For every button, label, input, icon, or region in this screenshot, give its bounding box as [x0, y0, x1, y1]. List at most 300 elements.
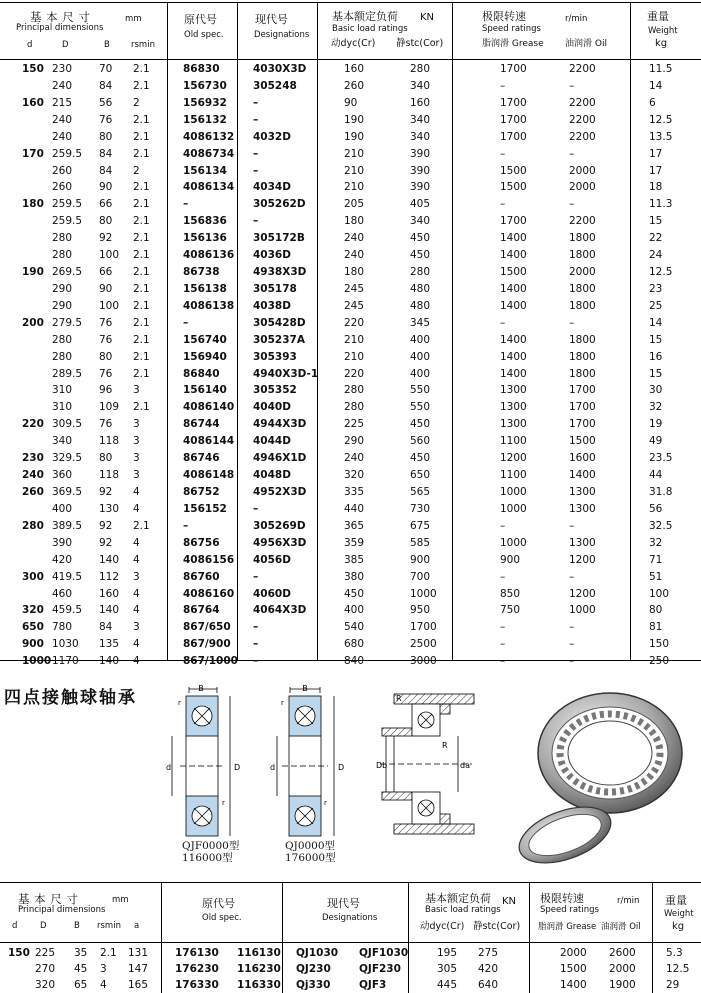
dim-B-label: B [198, 684, 204, 693]
cell-d: 900 [22, 638, 44, 651]
cell-new: 4048D [253, 469, 291, 482]
table-row [0, 332, 701, 349]
cell-old: 156940 [183, 350, 227, 363]
dim-r-label: r [222, 799, 225, 807]
cell-new: – [253, 215, 259, 228]
cell-B: 80 [99, 130, 113, 143]
cell-r: 2.1 [133, 519, 150, 532]
cell-r: 3 [100, 962, 107, 975]
cell-old2: 116330 [237, 978, 281, 991]
cell-D: 240 [52, 113, 73, 126]
table-row [0, 163, 701, 180]
cell-r: 2.1 [133, 299, 150, 312]
cell-B: 92 [99, 536, 113, 549]
cell-B: 135 [99, 638, 120, 651]
cell-w: 13.5 [649, 130, 673, 143]
cell-cr: 840 [344, 655, 365, 668]
cell-new: 4944X3D [253, 418, 307, 431]
cell-cr: 240 [344, 249, 365, 262]
cell-D: 225 [35, 947, 56, 959]
cell-old: 86746 [183, 452, 220, 465]
cell-r: 2.1 [133, 147, 150, 160]
dim-r-label: r [281, 699, 284, 707]
table-row [0, 382, 701, 399]
cell-g: 2000 [560, 947, 587, 959]
qjf-bearing-diagram [160, 683, 260, 863]
qj-bearing-diagram [268, 683, 368, 863]
cell-cor: 1700 [410, 621, 437, 634]
cell-w: 15 [649, 367, 663, 380]
cell-w: 81 [649, 621, 663, 634]
cell-w: 44 [649, 469, 663, 482]
cell-cor: 275 [478, 947, 499, 959]
cell-cr: 210 [344, 350, 365, 363]
dim-r-label: r [178, 699, 181, 707]
cell-old: 86760 [183, 570, 220, 583]
table-row [0, 450, 701, 467]
cell-w: 30 [649, 384, 663, 397]
cell-o: 1300 [569, 486, 596, 498]
cell-r: 2.1 [133, 282, 150, 295]
cell-o: 1700 [569, 401, 596, 414]
dims-en: Principal dimensions [18, 905, 106, 915]
cell-old: 86752 [183, 486, 220, 498]
cell-o: 1700 [569, 384, 596, 397]
designations-cn: 现代号 [255, 13, 288, 26]
cell-o: – [569, 79, 575, 92]
table-row [0, 484, 701, 501]
cell-old: 4086134 [183, 181, 235, 194]
table-row [0, 349, 701, 366]
cell-old: 156140 [183, 384, 227, 397]
load-unit: KN [420, 12, 435, 23]
cell-new2: QJF3 [359, 978, 387, 991]
cell-cr: 680 [344, 638, 365, 651]
cell-r: 3 [133, 435, 140, 448]
load-cor-header: 静stc(Cor) [396, 38, 444, 49]
cell-o: – [569, 519, 575, 532]
cell-D: 309.5 [52, 418, 83, 431]
cell-cor: 280 [410, 266, 431, 279]
table-row [0, 535, 701, 552]
cell-o: 2000 [569, 164, 596, 177]
cell-g: – [500, 316, 506, 329]
cell-old: 156136 [183, 232, 227, 245]
cell-D: 215 [52, 96, 73, 109]
cell-new: 4956X3D [253, 536, 307, 549]
cell-cr: 210 [344, 164, 365, 177]
cell-g: 1300 [500, 418, 527, 431]
cell-cor: 3000 [410, 655, 437, 668]
cell-r: 2.1 [133, 249, 150, 262]
cell-B: 65 [74, 978, 88, 991]
speed-oil-header: 油润滑 Oil [601, 922, 641, 932]
cell-g: – [500, 621, 506, 634]
speed-ratings-en: Speed ratings [540, 905, 599, 915]
cell-g: 1700 [500, 63, 527, 75]
cell-D: 1170 [52, 655, 79, 668]
cell-old1: 176130 [175, 947, 219, 959]
qj-caption-1: QJ0000型 [285, 840, 336, 852]
mounting-diagram [372, 690, 482, 840]
cell-r: 2.1 [100, 947, 117, 959]
cell-o: 1300 [569, 536, 596, 549]
cell-g: 1700 [500, 96, 527, 109]
speed-unit: r/min [617, 896, 640, 906]
cell-B: 100 [99, 299, 120, 312]
cell-cr: 260 [344, 79, 365, 92]
cell-new: – [253, 113, 259, 126]
cell-B: 76 [99, 418, 113, 431]
cell-g: 1400 [500, 232, 527, 245]
cell-D: 290 [52, 282, 73, 295]
cell-g: 900 [500, 553, 521, 566]
cell-new: 305178 [253, 282, 297, 295]
cell-D: 240 [52, 130, 73, 143]
cell-g: – [500, 570, 506, 583]
cell-B: 76 [99, 367, 113, 380]
cell-old: – [183, 198, 189, 211]
cell-r: 4 [100, 978, 107, 991]
cell-w: 150 [649, 638, 670, 651]
cell-old: 4086132 [183, 130, 235, 143]
table-row [0, 945, 701, 961]
col-rsmin-header: rsmin [97, 921, 121, 931]
cell-B: 66 [99, 198, 113, 211]
cell-D: 260 [52, 164, 73, 177]
cell-new1: QJ230 [296, 962, 331, 975]
cell-new2: QJF230 [359, 962, 401, 975]
cell-cor: 550 [410, 384, 431, 397]
cell-old: 867/650 [183, 621, 231, 634]
cell-w: 12.5 [649, 113, 673, 126]
dim-B-label: B [302, 684, 308, 693]
cell-o: 2200 [569, 113, 596, 126]
table-row [0, 315, 701, 332]
cell-g: – [500, 638, 506, 651]
cell-B: 92 [99, 519, 113, 532]
cell-r: 4 [133, 553, 140, 566]
cell-D: 389.5 [52, 519, 83, 532]
cell-g: 1000 [500, 486, 527, 498]
cell-o: 1300 [569, 502, 596, 515]
cell-r: 2.1 [133, 181, 150, 194]
load-unit: KN [502, 896, 517, 907]
col-D-header: D [62, 40, 69, 50]
cell-B: 66 [99, 266, 113, 279]
cell-r: 3 [133, 469, 140, 482]
cell-o: 1900 [609, 978, 636, 991]
col-B-header: B [104, 40, 110, 50]
cell-g: 1500 [500, 266, 527, 279]
cell-B: 76 [99, 316, 113, 329]
cell-B: 76 [99, 113, 113, 126]
table-row [0, 653, 701, 670]
cell-cr: 245 [344, 299, 365, 312]
cell-new: – [253, 570, 259, 583]
cell-d: 230 [22, 452, 44, 465]
cell-B: 84 [99, 164, 113, 177]
cell-B: 112 [99, 570, 120, 583]
cell-D: 280 [52, 232, 73, 245]
cell-old: 867/1000 [183, 655, 238, 668]
cell-B: 118 [99, 435, 120, 448]
cell-cr: 210 [344, 333, 365, 346]
cell-new: 4030X3D [253, 63, 307, 75]
table-row [0, 569, 701, 586]
speed-unit: r/min [565, 14, 588, 24]
cell-o: – [569, 621, 575, 634]
cell-g: 1400 [500, 350, 527, 363]
cell-D: 310 [52, 401, 73, 414]
cell-w: 12.5 [666, 962, 690, 975]
cell-old: 156152 [183, 502, 227, 515]
cell-D: 329.5 [52, 452, 83, 465]
cell-D: 280 [52, 350, 73, 363]
cell-cr: 445 [437, 978, 458, 991]
weight-unit: kg [672, 921, 685, 932]
weight-cn: 重量 [665, 894, 687, 907]
cell-cr: 225 [344, 418, 365, 431]
cell-old1: 176330 [175, 978, 219, 991]
cell-cor: 450 [410, 232, 431, 245]
cell-B: 96 [99, 384, 113, 397]
table-row [0, 179, 701, 196]
cell-new2: QJF1030 [359, 947, 409, 959]
cell-new: 4952X3D [253, 486, 307, 498]
cell-new: 4034D [253, 181, 291, 194]
weight-en: Weight [648, 26, 678, 36]
cell-cor: 565 [410, 486, 431, 498]
table-row [0, 129, 701, 146]
cell-B: 84 [99, 147, 113, 160]
cell-g: 1300 [500, 401, 527, 414]
cell-B: 70 [99, 63, 113, 75]
cell-cr: 220 [344, 316, 365, 329]
col-d-header: d [12, 921, 18, 931]
cell-o: 2200 [569, 63, 596, 75]
cell-B: 80 [99, 452, 113, 465]
cell-g: 1400 [500, 249, 527, 262]
cell-cor: 900 [410, 553, 431, 566]
bearing-photo [510, 683, 690, 873]
cell-o: 2000 [569, 266, 596, 279]
cell-B: 80 [99, 350, 113, 363]
cell-D: 270 [35, 962, 56, 975]
cell-new: 305262D [253, 198, 306, 211]
cell-r: 4 [133, 502, 140, 515]
cell-cor: 340 [410, 130, 431, 143]
cell-g: – [500, 198, 506, 211]
table-top-rule [0, 2, 701, 3]
weight-cn: 重量 [647, 10, 669, 23]
cell-old: 86756 [183, 536, 220, 549]
cell-cr: 365 [344, 519, 365, 532]
cell-D: 259.5 [52, 147, 83, 160]
cell-cor: 450 [410, 418, 431, 431]
cell-old1: 176230 [175, 962, 219, 975]
table-row [0, 619, 701, 636]
cell-g: 1000 [500, 536, 527, 549]
cell-d: 320 [22, 604, 44, 617]
table-row [0, 552, 701, 569]
cell-new: 4038D [253, 299, 291, 312]
dims-unit: mm [112, 895, 129, 905]
cell-D: 360 [52, 469, 73, 482]
table-row [0, 636, 701, 653]
dims-title: 基 本 尺 寸 [30, 10, 91, 24]
cell-new: – [253, 638, 259, 651]
cell-g: 1300 [500, 384, 527, 397]
cell-r: 2 [133, 96, 140, 109]
table-row [0, 977, 701, 993]
col-a-header: a [134, 921, 140, 931]
table-row [0, 416, 701, 433]
table-row [0, 518, 701, 535]
cell-d: 170 [22, 147, 44, 160]
cell-w: 12.5 [649, 266, 673, 279]
cell-D: 280 [52, 249, 73, 262]
cell-B: 80 [99, 215, 113, 228]
cell-cr: 210 [344, 181, 365, 194]
cell-d: 300 [22, 570, 44, 583]
cell-w: 24 [649, 249, 663, 262]
cell-r: 2.1 [133, 367, 150, 380]
cell-B: 109 [99, 401, 120, 414]
cell-cr: 240 [344, 452, 365, 465]
table-row [0, 146, 701, 163]
cell-o: 1600 [569, 452, 596, 465]
old-spec-cn: 原代号 [202, 897, 235, 910]
cell-cor: 675 [410, 519, 431, 532]
cell-cor: 340 [410, 113, 431, 126]
cell-r: 4 [133, 655, 140, 668]
cell-old: – [183, 519, 189, 532]
cell-d: 160 [22, 96, 44, 109]
cell-w: 49 [649, 435, 663, 448]
cell-old: 156138 [183, 282, 227, 295]
cell-cr: 160 [344, 63, 365, 75]
cell-cr: 240 [344, 232, 365, 245]
cell-o: – [569, 638, 575, 651]
cell-g: 1500 [500, 164, 527, 177]
cell-w: 71 [649, 553, 663, 566]
cell-old: 86764 [183, 604, 220, 617]
cell-B: 130 [99, 502, 120, 515]
dim-da-label: da [460, 761, 470, 770]
header-bottom-rule [0, 59, 701, 60]
load-cr-header: 动dyc(Cr) [420, 921, 465, 932]
cell-cor: 345 [410, 316, 431, 329]
cell-o: 1200 [569, 553, 596, 566]
cell-g: 1500 [560, 962, 587, 975]
cell-r: 4 [133, 587, 140, 600]
cell-r: 2.1 [133, 350, 150, 363]
cell-o: 2600 [609, 947, 636, 959]
cell-cor: 280 [410, 63, 431, 75]
cell-o: 1200 [569, 587, 596, 600]
cell-r: 2.1 [133, 316, 150, 329]
cell-new: 305428D [253, 316, 306, 329]
cell-g: 1100 [500, 435, 527, 448]
load-cor-header: 静stc(Cor) [473, 921, 521, 932]
cell-old: 156134 [183, 164, 227, 177]
cell-D: 259.5 [52, 215, 83, 228]
cell-old: 156836 [183, 215, 227, 228]
cell-d: 180 [22, 198, 44, 211]
cell-new: 4040D [253, 401, 291, 414]
cell-w: 14 [649, 316, 663, 329]
qjf-caption-2: 116000型 [182, 852, 233, 864]
cell-new: – [253, 96, 259, 109]
col-rsmin-header: rsmin [131, 40, 155, 50]
cell-o: 1000 [569, 604, 596, 617]
table-row [0, 112, 701, 129]
old-spec-cn: 原代号 [184, 13, 217, 26]
cell-w: 23.5 [649, 452, 673, 465]
table-row [0, 366, 701, 383]
cell-cr: 385 [344, 553, 365, 566]
cell-r: 2.1 [133, 266, 150, 279]
cell-cor: 480 [410, 299, 431, 312]
cell-new: 4940X3D-1 [253, 367, 319, 380]
cell-cor: 160 [410, 96, 431, 109]
table-row [0, 213, 701, 230]
cell-o: 1800 [569, 282, 596, 295]
cell-r: 3 [133, 384, 140, 397]
cell-B: 76 [99, 333, 113, 346]
cell-r: 3 [133, 570, 140, 583]
cell-r: 2.1 [133, 333, 150, 346]
cell-cor: 480 [410, 282, 431, 295]
cell-w: 19 [649, 418, 663, 431]
cell-cr: 90 [344, 96, 358, 109]
cell-cor: 550 [410, 401, 431, 414]
cell-B: 35 [74, 947, 88, 959]
cell-g: 1100 [500, 469, 527, 482]
table-row [0, 586, 701, 603]
cell-d: 190 [22, 266, 44, 279]
cell-d: 280 [22, 519, 44, 532]
cell-cor: 950 [410, 604, 431, 617]
cell-cor: 730 [410, 502, 431, 515]
cell-D: 289.5 [52, 367, 83, 380]
cell-d: 240 [22, 469, 44, 482]
cell-B: 92 [99, 486, 113, 498]
cell-cor: 390 [410, 181, 431, 194]
bottom-header-rule [0, 942, 701, 943]
cell-D: 340 [52, 435, 73, 448]
speed-grease-header: 脂润滑 Grease [538, 922, 597, 932]
cell-cor: 450 [410, 249, 431, 262]
cell-new: 4044D [253, 435, 291, 448]
cell-w: 17 [649, 147, 663, 160]
dims-title: 基 本 尺 寸 [18, 892, 79, 906]
cell-cor: 1000 [410, 587, 437, 600]
cell-w: 17 [649, 164, 663, 177]
cell-cr: 210 [344, 147, 365, 160]
cell-cr: 280 [344, 384, 365, 397]
cell-new: 4938X3D [253, 266, 307, 279]
cell-B: 92 [99, 232, 113, 245]
cell-cor: 450 [410, 452, 431, 465]
dim-D-label: D [338, 763, 345, 772]
cell-old: 4086160 [183, 587, 235, 600]
cell-w: 18 [649, 181, 663, 194]
cell-g: – [500, 519, 506, 532]
table-row [0, 281, 701, 298]
cell-o: 1500 [569, 435, 596, 448]
